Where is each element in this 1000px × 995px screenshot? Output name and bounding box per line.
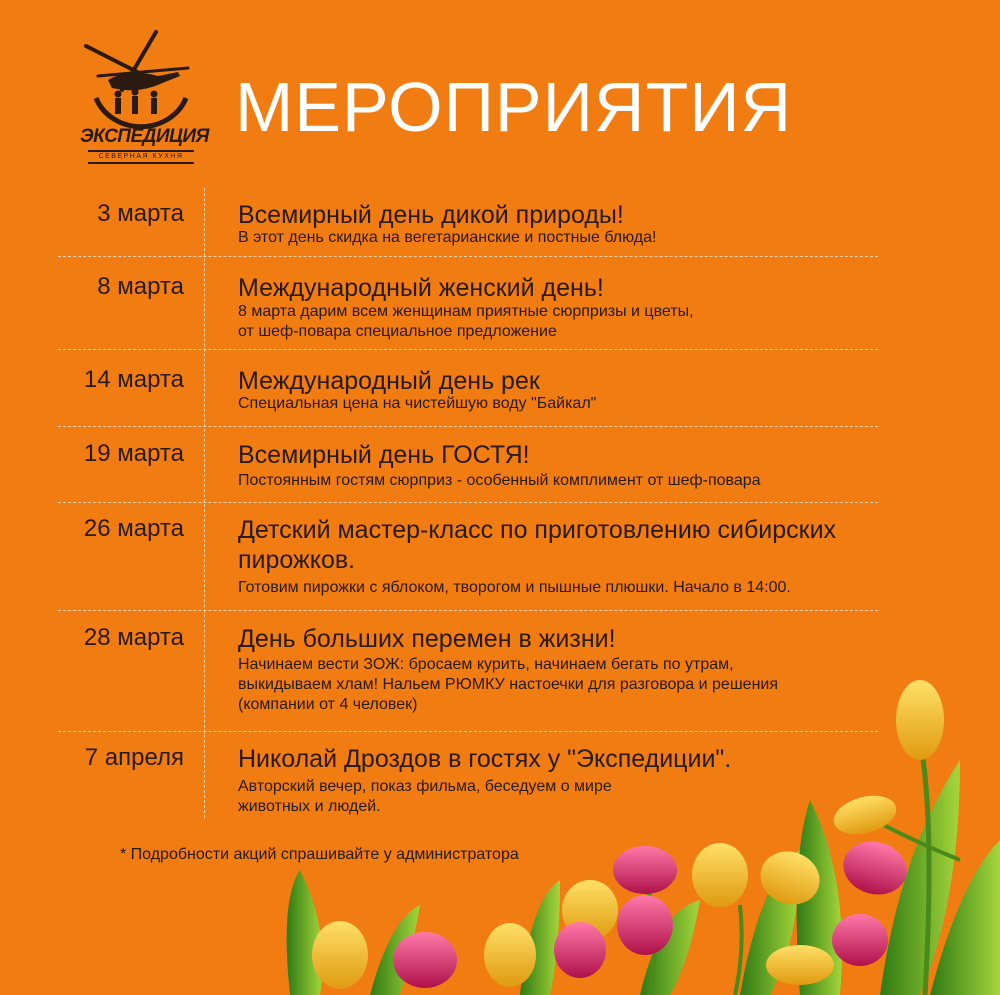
event-title: Международный женский день! bbox=[238, 274, 604, 302]
tulip-icon bbox=[484, 923, 536, 987]
tulip-icon bbox=[766, 945, 834, 985]
event-title: Всемирный день дикой природы! bbox=[238, 201, 624, 229]
tulip-icon bbox=[312, 921, 368, 989]
event-description: Готовим пирожки с яблоком, творогом и пышные плюшки. Начало в 14:00. bbox=[238, 579, 791, 596]
leaf-icon bbox=[640, 900, 700, 995]
leaf-icon bbox=[880, 760, 960, 995]
tulip-icon bbox=[393, 932, 457, 988]
event-date: 7 апреля bbox=[84, 744, 184, 771]
tulip-icon bbox=[753, 843, 827, 912]
tulip-icon bbox=[692, 843, 748, 907]
expedition-logo bbox=[78, 28, 209, 168]
timeline-divider bbox=[204, 188, 205, 818]
leaf-icon bbox=[740, 850, 800, 995]
event-description: Начинаем вести ЗОЖ: бросаем курить, начинаем бегать по утрам, выкидываем хлам! Нальем РЮМКУ настоечки для разговора и решения (компании от 4 человек) bbox=[238, 656, 778, 713]
event-separator bbox=[58, 731, 878, 732]
tulip-icon bbox=[832, 914, 888, 966]
event-description: Специальная цена на чистейшую воду "Байкал" bbox=[238, 395, 597, 412]
event-date: 26 марта bbox=[83, 515, 184, 542]
event-description: Авторский вечер, показ фильма, беседуем о мире животных и людей. bbox=[238, 778, 612, 815]
tulip-icon bbox=[554, 922, 606, 978]
event-title: Детский мастер-класс по приготовлению сибирских пирожков. bbox=[238, 516, 837, 574]
event-title: Международный день рек bbox=[238, 367, 540, 395]
event-date: 3 марта bbox=[97, 200, 184, 227]
leaf-icon bbox=[520, 880, 560, 995]
event-description: Постоянным гостям сюрприз - особенный комплимент от шеф-повара bbox=[238, 472, 761, 489]
event-separator bbox=[58, 502, 878, 503]
event-separator bbox=[58, 349, 878, 350]
logo-name: ЭКСПЕДИЦИЯ bbox=[80, 126, 209, 147]
leaf-icon bbox=[370, 905, 420, 995]
event-description: 8 марта дарим всем женщинам приятные сюрпризы и цветы, от шеф-повара специальное предложение bbox=[238, 303, 694, 340]
event-title: Всемирный день ГОСТЯ! bbox=[238, 441, 530, 469]
event-title: День больших перемен в жизни! bbox=[238, 625, 616, 653]
event-date: 8 марта bbox=[97, 273, 184, 300]
logo-tagline: СЕВЕРНАЯ КУХНЯ bbox=[88, 150, 194, 164]
tulip-icon bbox=[896, 680, 944, 760]
event-separator bbox=[58, 610, 878, 611]
event-date: 14 марта bbox=[83, 366, 184, 393]
leaf-icon bbox=[930, 840, 1000, 995]
event-description: В этот день скидка на вегетарианские и постные блюда! bbox=[238, 229, 657, 246]
page-title: МЕРОПРИЯТИЯ bbox=[235, 68, 793, 146]
event-date: 28 марта bbox=[83, 624, 184, 651]
event-title: Николай Дроздов в гостях у "Экспедиции". bbox=[238, 745, 732, 773]
event-separator bbox=[58, 426, 878, 427]
tulip-icon bbox=[617, 895, 673, 955]
event-date: 19 марта bbox=[83, 440, 184, 467]
footnote: * Подробности акций спрашивайте у администратора bbox=[120, 846, 519, 863]
tulip-icon bbox=[837, 835, 912, 902]
leaf-icon bbox=[797, 800, 842, 995]
leaf-icon bbox=[287, 870, 323, 995]
tulip-icon bbox=[613, 846, 677, 894]
tulip-icon bbox=[562, 880, 618, 940]
event-separator bbox=[58, 256, 878, 257]
